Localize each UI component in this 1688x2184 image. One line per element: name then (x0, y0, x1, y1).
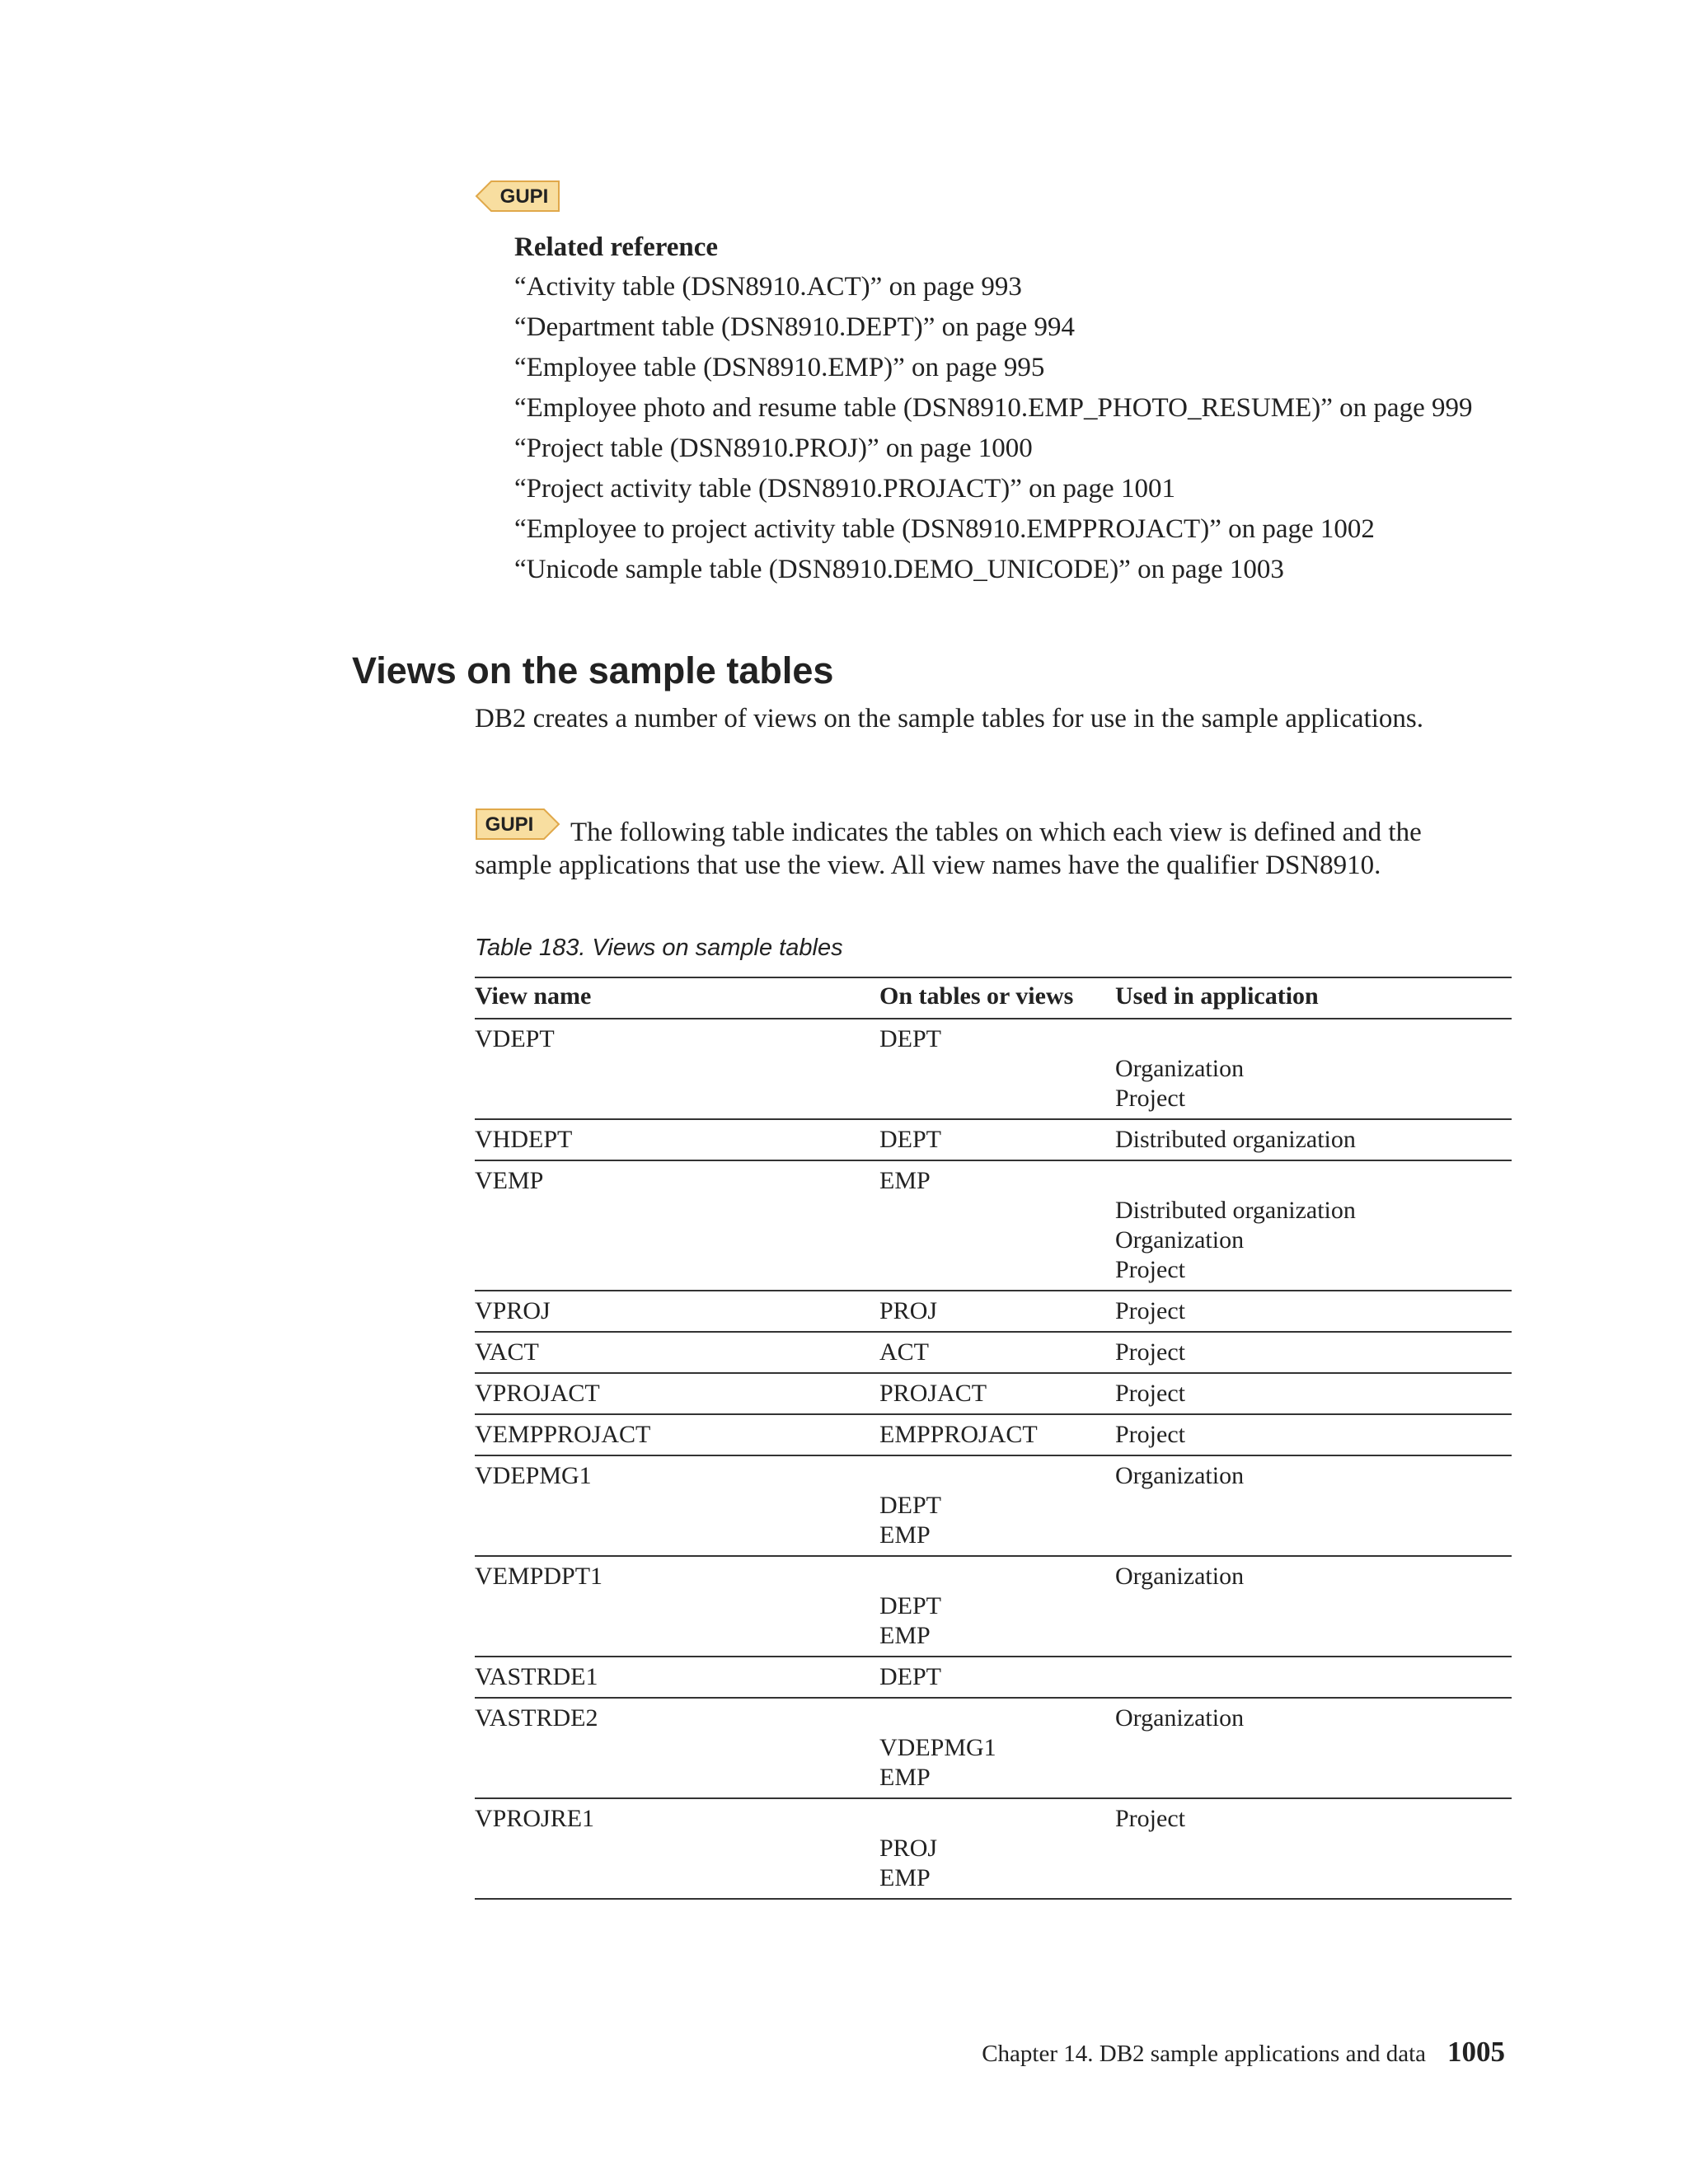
related-reference (514, 229, 1503, 593)
cell-view-name: VACT (475, 1332, 879, 1373)
cell-on-tables-line (879, 1461, 1115, 1491)
cell-used-in (1115, 1332, 1512, 1373)
cell-on-tables (879, 1291, 1115, 1332)
cell-on-tables-line: PROJACT (879, 1380, 987, 1407)
cell-on-tables-line: VDEPMG1 (879, 1734, 996, 1761)
cell-used-in-line: Organization (1115, 1563, 1245, 1590)
cell-on-tables-line: EMP (879, 1864, 931, 1891)
table-row (475, 1160, 1512, 1291)
header-on-tables: On tables or views (879, 977, 1115, 1019)
header-used-in: Used in application (1115, 977, 1512, 1019)
cell-on-tables (879, 1798, 1115, 1899)
table-header-row (475, 977, 1512, 1019)
related-link[interactable]: “Activity table (DSN8910.ACT)” on page 993 (514, 272, 1022, 302)
cell-on-tables-line: DEPT (879, 1663, 941, 1690)
cell-used-in-line: Project (1115, 1805, 1185, 1832)
cell-view-name: VEMP (475, 1160, 879, 1291)
section-intro: DB2 creates a number of views on the sample tables for use in the sample applications. (475, 704, 1424, 733)
cell-view-name: VPROJRE1 (475, 1798, 879, 1899)
related-link[interactable]: “Project table (DSN8910.PROJ)” on page 1000 (514, 434, 1033, 463)
table-row (475, 1332, 1512, 1373)
table-row (475, 1798, 1512, 1899)
related-link[interactable]: “Employee to project activity table (DSN8910.EMPPROJACT)” on page 1002 (514, 514, 1375, 544)
cell-view-name: VDEPT (475, 1019, 879, 1119)
table-row (475, 1455, 1512, 1556)
cell-on-tables-line: DEPT (879, 1126, 941, 1153)
cell-on-tables-line: DEPT (879, 1025, 941, 1052)
cell-on-tables (879, 1019, 1115, 1119)
cell-used-in (1115, 1119, 1512, 1160)
table-row (475, 1291, 1512, 1332)
cell-used-in-line: Project (1115, 1256, 1185, 1283)
cell-view-name: VEMPDPT1 (475, 1556, 879, 1657)
cell-used-in-line: Project (1115, 1421, 1185, 1448)
cell-on-tables-line: EMPPROJACT (879, 1421, 1038, 1448)
page-footer (982, 2036, 1505, 2070)
gupi-end-label: GUPI (499, 185, 549, 208)
cell-used-in-line: Project (1115, 1085, 1185, 1112)
cell-on-tables (879, 1556, 1115, 1657)
cell-view-name: VDEPMG1 (475, 1455, 879, 1556)
cell-on-tables-line (879, 1704, 1115, 1733)
cell-used-in-line: Distributed organization (1115, 1126, 1356, 1153)
related-link[interactable]: “Department table (DSN8910.DEPT)” on page 994 (514, 312, 1075, 342)
cell-used-in (1115, 1798, 1512, 1899)
cell-on-tables (879, 1414, 1115, 1455)
table-caption: Table 183. Views on sample tables (475, 935, 843, 961)
cell-used-in-line: Organization (1115, 1462, 1245, 1489)
cell-on-tables (879, 1455, 1115, 1556)
cell-used-in-line: Organization (1115, 1226, 1245, 1254)
table-row (475, 1119, 1512, 1160)
table-row (475, 1698, 1512, 1798)
cell-on-tables-line: EMP (879, 1167, 931, 1194)
cell-used-in (1115, 1698, 1512, 1798)
cell-used-in-line (1115, 1024, 1512, 1054)
cell-on-tables-line: EMP (879, 1764, 931, 1791)
table-row (475, 1657, 1512, 1698)
header-view-name: View name (475, 977, 879, 1019)
cell-used-in-line: Organization (1115, 1704, 1245, 1732)
table-row (475, 1556, 1512, 1657)
cell-used-in-line: Project (1115, 1380, 1185, 1407)
section-paragraph: The following table indicates the tables on which each view is defined and the sample applications that use the view. All view names have the qualifier DSN8910. (475, 818, 1422, 880)
cell-on-tables-line: PROJ (879, 1297, 938, 1324)
cell-on-tables (879, 1657, 1115, 1698)
related-reference-title: Related reference (514, 232, 719, 262)
related-link[interactable]: “Unicode sample table (DSN8910.DEMO_UNICODE)” on page 1003 (514, 555, 1284, 584)
footer-chapter: Chapter 14. DB2 sample applications and data (982, 2041, 1426, 2067)
cell-on-tables (879, 1373, 1115, 1414)
cell-used-in (1115, 1657, 1512, 1698)
table-row (475, 1373, 1512, 1414)
cell-view-name: VPROJ (475, 1291, 879, 1332)
cell-used-in (1115, 1455, 1512, 1556)
cell-on-tables-line: ACT (879, 1338, 929, 1366)
cell-used-in (1115, 1019, 1512, 1119)
cell-view-name: VPROJACT (475, 1373, 879, 1414)
cell-used-in (1115, 1414, 1512, 1455)
cell-view-name: VASTRDE2 (475, 1698, 879, 1798)
cell-used-in-line: Organization (1115, 1055, 1245, 1082)
cell-on-tables-line: PROJ (879, 1835, 938, 1862)
cell-on-tables-line: DEPT (879, 1592, 941, 1619)
section-title: Views on the sample tables (352, 649, 834, 691)
related-link[interactable]: “Employee table (DSN8910.EMP)” on page 995 (514, 353, 1045, 382)
cell-used-in (1115, 1291, 1512, 1332)
cell-used-in-line: Project (1115, 1297, 1185, 1324)
cell-on-tables (879, 1119, 1115, 1160)
page-number: 1005 (1447, 2036, 1505, 2068)
table-row (475, 1019, 1512, 1119)
cell-used-in-line: Project (1115, 1338, 1185, 1366)
cell-on-tables-line (879, 1562, 1115, 1591)
cell-on-tables (879, 1160, 1115, 1291)
gupi-end-marker (475, 180, 560, 213)
cell-on-tables-line: EMP (879, 1622, 931, 1649)
cell-used-in (1115, 1160, 1512, 1291)
related-link[interactable]: “Employee photo and resume table (DSN8910.EMP_PHOTO_RESUME)” on page 999 (514, 393, 1473, 423)
cell-used-in-line: Distributed organization (1115, 1197, 1356, 1224)
cell-on-tables-line: DEPT (879, 1492, 941, 1519)
views-table (475, 977, 1512, 1900)
cell-used-in-line (1115, 1166, 1512, 1196)
cell-on-tables-line (879, 1804, 1115, 1834)
cell-view-name: VASTRDE1 (475, 1657, 879, 1698)
cell-on-tables (879, 1332, 1115, 1373)
cell-view-name: VEMPPROJACT (475, 1414, 879, 1455)
cell-view-name: VHDEPT (475, 1119, 879, 1160)
cell-on-tables (879, 1698, 1115, 1798)
cell-used-in (1115, 1373, 1512, 1414)
cell-used-in (1115, 1556, 1512, 1657)
table-row (475, 1414, 1512, 1455)
gupi-start-label: GUPI (485, 813, 534, 836)
related-link[interactable]: “Project activity table (DSN8910.PROJACT)” on page 1001 (514, 474, 1175, 504)
cell-on-tables-line: EMP (879, 1521, 931, 1549)
